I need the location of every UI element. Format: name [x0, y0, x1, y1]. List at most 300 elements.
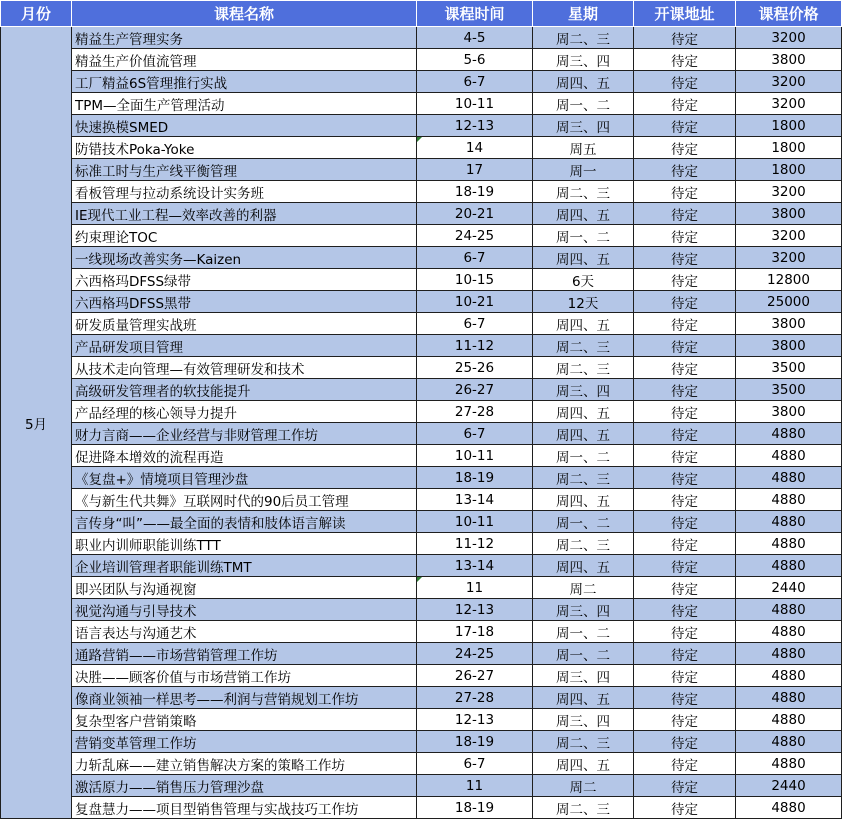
course-time-cell-text: 6-7: [463, 249, 486, 266]
price-cell[interactable]: [736, 357, 842, 379]
weekday-cell[interactable]: [533, 489, 634, 511]
table-row: [1, 643, 842, 665]
price-cell[interactable]: [736, 753, 842, 775]
price-cell[interactable]: [736, 599, 842, 621]
course-time-cell[interactable]: [417, 621, 533, 643]
course-name-cell[interactable]: [72, 357, 417, 379]
course-time-cell-text: 5-6: [463, 51, 486, 68]
price-cell-text: 4880: [771, 469, 806, 486]
price-cell[interactable]: [736, 137, 842, 159]
course-name-cell-text: 营销变革管理工作坊: [75, 735, 197, 752]
course-name-cell[interactable]: [72, 247, 417, 269]
weekday-cell[interactable]: [533, 247, 634, 269]
course-time-cell[interactable]: [417, 335, 533, 357]
header-course-name[interactable]: 课程名称: [72, 1, 417, 27]
location-cell[interactable]: [634, 467, 736, 489]
weekday-cell[interactable]: [533, 467, 634, 489]
course-time-cell[interactable]: [417, 181, 533, 203]
location-cell[interactable]: [634, 27, 736, 49]
location-cell[interactable]: [634, 137, 736, 159]
course-name-cell[interactable]: [72, 423, 417, 445]
location-cell[interactable]: [634, 445, 736, 467]
price-cell[interactable]: [736, 445, 842, 467]
weekday-cell[interactable]: [533, 93, 634, 115]
course-name-cell[interactable]: [72, 181, 417, 203]
price-cell[interactable]: [736, 665, 842, 687]
location-cell[interactable]: [634, 203, 736, 225]
course-time-cell-text: 12-13: [454, 117, 495, 134]
price-cell[interactable]: [736, 269, 842, 291]
weekday-cell-text: 周一、二: [556, 647, 610, 664]
course-time-cell-text: 11-12: [454, 337, 495, 354]
location-cell[interactable]: [634, 423, 736, 445]
course-time-cell-text: 18-19: [454, 733, 495, 750]
weekday-cell-text: 周三、四: [556, 603, 610, 620]
weekday-cell-text: 周二、三: [556, 339, 610, 356]
price-cell[interactable]: [736, 709, 842, 731]
weekday-cell[interactable]: [533, 709, 634, 731]
price-cell-text: 2440: [771, 777, 806, 794]
course-time-cell-text: 24-25: [454, 227, 495, 244]
weekday-cell-text: 周一: [569, 163, 597, 180]
location-cell-text: 待定: [671, 779, 698, 796]
table-row: [1, 599, 842, 621]
course-name-cell[interactable]: [72, 225, 417, 247]
course-name-cell[interactable]: [72, 577, 417, 599]
location-cell[interactable]: [634, 335, 736, 357]
location-cell-text: 待定: [671, 537, 698, 554]
table-row: [1, 687, 842, 709]
price-cell[interactable]: [736, 27, 842, 49]
table-row: [1, 621, 842, 643]
course-time-cell[interactable]: [417, 291, 533, 313]
location-cell-text: 待定: [671, 185, 698, 202]
weekday-cell-text: 周四、五: [556, 427, 610, 444]
price-cell[interactable]: [736, 533, 842, 555]
course-name-cell-text: 产品研发项目管理: [75, 339, 183, 356]
location-cell-text: 待定: [671, 97, 698, 114]
course-time-cell[interactable]: [417, 225, 533, 247]
location-cell-text: 待定: [671, 53, 698, 70]
course-time-cell[interactable]: [417, 137, 533, 159]
course-name-cell[interactable]: [72, 335, 417, 357]
course-time-cell[interactable]: [417, 511, 533, 533]
weekday-cell[interactable]: [533, 291, 634, 313]
location-cell[interactable]: [634, 621, 736, 643]
course-time-cell[interactable]: [417, 753, 533, 775]
price-cell-text: 3800: [771, 205, 806, 222]
price-cell[interactable]: [736, 775, 842, 797]
weekday-cell[interactable]: [533, 533, 634, 555]
course-time-cell-text: 12-13: [454, 601, 495, 618]
price-cell[interactable]: [736, 401, 842, 423]
location-cell-text: 待定: [671, 383, 698, 400]
price-cell[interactable]: [736, 225, 842, 247]
location-cell-text: 待定: [671, 669, 698, 686]
price-cell-text: 3800: [771, 337, 806, 354]
price-cell[interactable]: [736, 687, 842, 709]
weekday-cell[interactable]: [533, 775, 634, 797]
course-name-cell-text: 财力言商——企业经营与非财管理工作坊: [75, 427, 318, 444]
location-cell[interactable]: [634, 555, 736, 577]
price-cell[interactable]: [736, 379, 842, 401]
price-cell-text: 1800: [771, 161, 806, 178]
course-name-cell-text: 精益生产管理实务: [75, 31, 183, 48]
weekday-cell-text: 周二、三: [556, 361, 610, 378]
table-row: [1, 577, 842, 599]
course-time-cell[interactable]: [417, 159, 533, 181]
course-time-cell-text: 6-7: [463, 73, 486, 90]
location-cell[interactable]: [634, 357, 736, 379]
location-cell[interactable]: [634, 709, 736, 731]
course-time-cell[interactable]: [417, 269, 533, 291]
location-cell[interactable]: [634, 71, 736, 93]
course-name-cell-text: 激活原力——销售压力管理沙盘: [75, 779, 264, 796]
weekday-cell[interactable]: [533, 225, 634, 247]
course-name-cell-text: TPM—全面生产管理活动: [75, 97, 225, 114]
course-time-cell-text: 13-14: [454, 557, 495, 574]
course-name-cell-text: 复盘慧力——项目型销售管理与实战技巧工作坊: [75, 801, 359, 818]
weekday-cell[interactable]: [533, 181, 634, 203]
table-row: [1, 27, 842, 49]
price-cell-text: 12800: [767, 271, 810, 288]
course-time-cell[interactable]: [417, 247, 533, 269]
price-cell-text: 3800: [771, 315, 806, 332]
course-name-cell[interactable]: [72, 27, 417, 49]
course-name-cell[interactable]: [72, 599, 417, 621]
course-name-cell-text: IE现代工业工程—效率改善的利器: [75, 207, 277, 224]
weekday-cell-text: 周四、五: [556, 559, 610, 576]
location-cell[interactable]: [634, 511, 736, 533]
price-cell-text: 3800: [771, 51, 806, 68]
header-price[interactable]: 课程价格: [736, 1, 842, 27]
course-name-cell-text: 言传身“叫”——最全面的表情和肢体语言解读: [75, 515, 346, 532]
weekday-cell[interactable]: [533, 269, 634, 291]
location-cell-text: 待定: [671, 295, 698, 312]
course-time-cell[interactable]: [417, 357, 533, 379]
location-cell-text: 待定: [671, 317, 698, 334]
course-name-cell[interactable]: [72, 445, 417, 467]
course-name-cell[interactable]: [72, 269, 417, 291]
price-cell[interactable]: [736, 467, 842, 489]
course-time-cell[interactable]: [417, 687, 533, 709]
month-cell[interactable]: 5月: [1, 27, 72, 819]
course-name-cell[interactable]: [72, 467, 417, 489]
location-cell[interactable]: [634, 665, 736, 687]
course-time-cell[interactable]: [417, 643, 533, 665]
price-cell-text: 4880: [771, 447, 806, 464]
location-cell-text: 待定: [671, 405, 698, 422]
location-cell-text: 待定: [671, 339, 698, 356]
weekday-cell[interactable]: [533, 555, 634, 577]
location-cell-text: 待定: [671, 801, 698, 818]
location-cell[interactable]: [634, 93, 736, 115]
course-name-cell[interactable]: [72, 489, 417, 511]
location-cell[interactable]: [634, 401, 736, 423]
course-name-cell-text: 一线现场改善实务—Kaizen: [75, 251, 242, 268]
course-time-cell-text: 11: [465, 579, 484, 596]
header-location[interactable]: 开课地址: [634, 1, 736, 27]
course-name-cell[interactable]: [72, 203, 417, 225]
location-cell[interactable]: [634, 753, 736, 775]
course-name-cell[interactable]: [72, 313, 417, 335]
course-name-cell-text: 决胜——顾客价值与市场营销工作坊: [75, 669, 291, 686]
course-time-cell[interactable]: [417, 577, 533, 599]
location-cell[interactable]: [634, 643, 736, 665]
course-time-cell[interactable]: [417, 709, 533, 731]
price-cell-text: 3200: [771, 183, 806, 200]
weekday-cell[interactable]: [533, 665, 634, 687]
course-name-cell[interactable]: [72, 797, 417, 819]
price-cell[interactable]: [736, 621, 842, 643]
location-cell-text: 待定: [671, 603, 698, 620]
weekday-cell[interactable]: [533, 27, 634, 49]
course-time-cell[interactable]: [417, 401, 533, 423]
table-row: [1, 115, 842, 137]
course-time-cell[interactable]: [417, 71, 533, 93]
course-name-cell[interactable]: [72, 775, 417, 797]
table-row: [1, 797, 842, 819]
price-cell[interactable]: [736, 555, 842, 577]
course-time-cell[interactable]: [417, 379, 533, 401]
price-cell[interactable]: [736, 335, 842, 357]
course-time-cell[interactable]: [417, 423, 533, 445]
weekday-cell[interactable]: [533, 753, 634, 775]
course-time-cell[interactable]: [417, 115, 533, 137]
weekday-cell-text: 周五: [569, 141, 597, 158]
table-row: [1, 357, 842, 379]
weekday-cell[interactable]: [533, 401, 634, 423]
weekday-cell[interactable]: [533, 357, 634, 379]
course-time-cell-text: 11-12: [454, 535, 495, 552]
price-cell[interactable]: [736, 203, 842, 225]
course-time-cell[interactable]: [417, 203, 533, 225]
course-time-cell-text: 17-18: [454, 623, 495, 640]
course-time-cell[interactable]: [417, 49, 533, 71]
course-time-cell-text: 20-21: [454, 205, 495, 222]
location-cell[interactable]: [634, 269, 736, 291]
course-time-cell-text: 26-27: [454, 667, 495, 684]
table-row: [1, 555, 842, 577]
weekday-cell[interactable]: [533, 643, 634, 665]
price-cell-text: 3200: [771, 95, 806, 112]
header-weekday[interactable]: 星期: [533, 1, 634, 27]
price-cell[interactable]: [736, 511, 842, 533]
course-time-cell-text: 25-26: [454, 359, 495, 376]
course-time-cell[interactable]: [417, 797, 533, 819]
course-time-cell[interactable]: [417, 489, 533, 511]
weekday-cell[interactable]: [533, 137, 634, 159]
course-name-cell-text: 六西格玛DFSS绿带: [75, 273, 192, 290]
weekday-cell[interactable]: [533, 423, 634, 445]
price-cell-text: 4880: [771, 733, 806, 750]
location-cell-text: 待定: [671, 647, 698, 664]
course-time-cell[interactable]: [417, 731, 533, 753]
course-time-cell-text: 10-15: [454, 271, 495, 288]
price-cell[interactable]: [736, 159, 842, 181]
weekday-cell-text: 周三、四: [556, 383, 610, 400]
course-name-cell[interactable]: [72, 49, 417, 71]
table-row: [1, 49, 842, 71]
course-name-cell[interactable]: [72, 621, 417, 643]
course-name-cell-text: 《复盘+》情境项目管理沙盘: [75, 471, 249, 488]
price-cell[interactable]: [736, 731, 842, 753]
course-name-cell-text: 研发质量管理实战班: [75, 317, 197, 334]
course-time-cell-text: 10-11: [454, 95, 495, 112]
location-cell[interactable]: [634, 247, 736, 269]
location-cell-text: 待定: [671, 757, 698, 774]
location-cell[interactable]: [634, 225, 736, 247]
weekday-cell[interactable]: [533, 621, 634, 643]
course-name-cell-text: 视觉沟通与引导技术: [75, 603, 197, 620]
price-cell-text: 4880: [771, 755, 806, 772]
weekday-cell[interactable]: [533, 313, 634, 335]
weekday-cell[interactable]: [533, 115, 634, 137]
course-time-cell[interactable]: [417, 665, 533, 687]
weekday-cell[interactable]: [533, 731, 634, 753]
price-cell[interactable]: [736, 49, 842, 71]
course-time-cell[interactable]: [417, 93, 533, 115]
header-month[interactable]: 月份: [1, 1, 72, 27]
course-name-cell[interactable]: [72, 533, 417, 555]
price-cell[interactable]: [736, 115, 842, 137]
price-cell[interactable]: [736, 247, 842, 269]
location-cell[interactable]: [634, 291, 736, 313]
course-name-cell[interactable]: [72, 379, 417, 401]
price-cell[interactable]: [736, 181, 842, 203]
course-name-cell[interactable]: [72, 665, 417, 687]
weekday-cell-text: 周二、三: [556, 31, 610, 48]
course-time-cell-text: 18-19: [454, 469, 495, 486]
location-cell[interactable]: [634, 379, 736, 401]
weekday-cell[interactable]: [533, 335, 634, 357]
weekday-cell-text: 周四、五: [556, 757, 610, 774]
price-cell[interactable]: [736, 313, 842, 335]
course-time-cell[interactable]: [417, 775, 533, 797]
price-cell-text: 3200: [771, 73, 806, 90]
course-name-cell[interactable]: [72, 687, 417, 709]
course-time-cell[interactable]: [417, 467, 533, 489]
table-row: [1, 775, 842, 797]
weekday-cell[interactable]: [533, 599, 634, 621]
weekday-cell-text: 周一、二: [556, 229, 610, 246]
price-cell-text: 4880: [771, 623, 806, 640]
location-cell[interactable]: [634, 115, 736, 137]
price-cell[interactable]: [736, 489, 842, 511]
weekday-cell-text: 周四、五: [556, 317, 610, 334]
course-name-cell[interactable]: [72, 731, 417, 753]
table-row: [1, 313, 842, 335]
price-cell[interactable]: [736, 291, 842, 313]
course-time-cell-text: 4-5: [463, 29, 486, 46]
course-name-cell-text: 工厂精益6S管理推行实战: [75, 75, 228, 92]
course-time-cell[interactable]: [417, 313, 533, 335]
location-cell[interactable]: [634, 775, 736, 797]
course-name-cell[interactable]: [72, 555, 417, 577]
weekday-cell[interactable]: [533, 511, 634, 533]
location-cell-text: 待定: [671, 735, 698, 752]
weekday-cell-text: 周四、五: [556, 405, 610, 422]
table-row: [1, 291, 842, 313]
table-row: [1, 335, 842, 357]
course-name-cell[interactable]: [72, 93, 417, 115]
location-cell[interactable]: [634, 731, 736, 753]
location-cell[interactable]: [634, 797, 736, 819]
course-name-cell[interactable]: [72, 709, 417, 731]
weekday-cell[interactable]: [533, 379, 634, 401]
location-cell[interactable]: [634, 159, 736, 181]
weekday-cell[interactable]: [533, 49, 634, 71]
price-cell[interactable]: [736, 423, 842, 445]
course-name-cell[interactable]: [72, 401, 417, 423]
course-name-cell[interactable]: [72, 115, 417, 137]
course-time-cell-text: 27-28: [454, 403, 495, 420]
location-cell-text: 待定: [671, 713, 698, 730]
weekday-cell[interactable]: [533, 445, 634, 467]
location-cell[interactable]: [634, 49, 736, 71]
weekday-cell[interactable]: [533, 687, 634, 709]
price-cell[interactable]: [736, 93, 842, 115]
location-cell-text: 待定: [671, 163, 698, 180]
course-name-cell-text: 快速换模SMED: [75, 119, 169, 136]
price-cell[interactable]: [736, 71, 842, 93]
course-time-cell[interactable]: [417, 445, 533, 467]
location-cell[interactable]: [634, 533, 736, 555]
price-cell[interactable]: [736, 643, 842, 665]
location-cell-text: 待定: [671, 691, 698, 708]
weekday-cell[interactable]: [533, 797, 634, 819]
location-cell[interactable]: [634, 599, 736, 621]
course-name-cell[interactable]: [72, 71, 417, 93]
weekday-cell[interactable]: [533, 159, 634, 181]
course-name-cell[interactable]: [72, 159, 417, 181]
location-cell[interactable]: [634, 489, 736, 511]
location-cell[interactable]: [634, 313, 736, 335]
location-cell[interactable]: [634, 577, 736, 599]
location-cell-text: 待定: [671, 559, 698, 576]
course-name-cell[interactable]: [72, 137, 417, 159]
table-row: [1, 423, 842, 445]
location-cell[interactable]: [634, 687, 736, 709]
course-time-cell[interactable]: [417, 555, 533, 577]
course-name-cell[interactable]: [72, 643, 417, 665]
location-cell[interactable]: [634, 181, 736, 203]
course-name-cell[interactable]: [72, 511, 417, 533]
course-name-cell-text: 复杂型客户营销策略: [75, 713, 197, 730]
weekday-cell[interactable]: [533, 203, 634, 225]
weekday-cell-text: 周二、三: [556, 537, 610, 554]
location-cell-text: 待定: [671, 229, 698, 246]
weekday-cell[interactable]: [533, 577, 634, 599]
header-course-time[interactable]: 课程时间: [417, 1, 533, 27]
weekday-cell[interactable]: [533, 71, 634, 93]
table-row: [1, 137, 842, 159]
course-time-cell[interactable]: [417, 599, 533, 621]
location-cell-text: 待定: [671, 273, 698, 290]
course-time-cell[interactable]: [417, 533, 533, 555]
price-cell[interactable]: [736, 577, 842, 599]
price-cell[interactable]: [736, 797, 842, 819]
course-name-cell[interactable]: [72, 291, 417, 313]
location-cell-text: 待定: [671, 31, 698, 48]
course-name-cell[interactable]: [72, 753, 417, 775]
course-time-cell[interactable]: [417, 27, 533, 49]
price-cell-text: 3500: [771, 359, 806, 376]
course-time-cell-text: 6-7: [463, 315, 486, 332]
table-row: [1, 203, 842, 225]
course-time-cell-text: 24-25: [454, 645, 495, 662]
weekday-cell-text: 周二、三: [556, 801, 610, 818]
